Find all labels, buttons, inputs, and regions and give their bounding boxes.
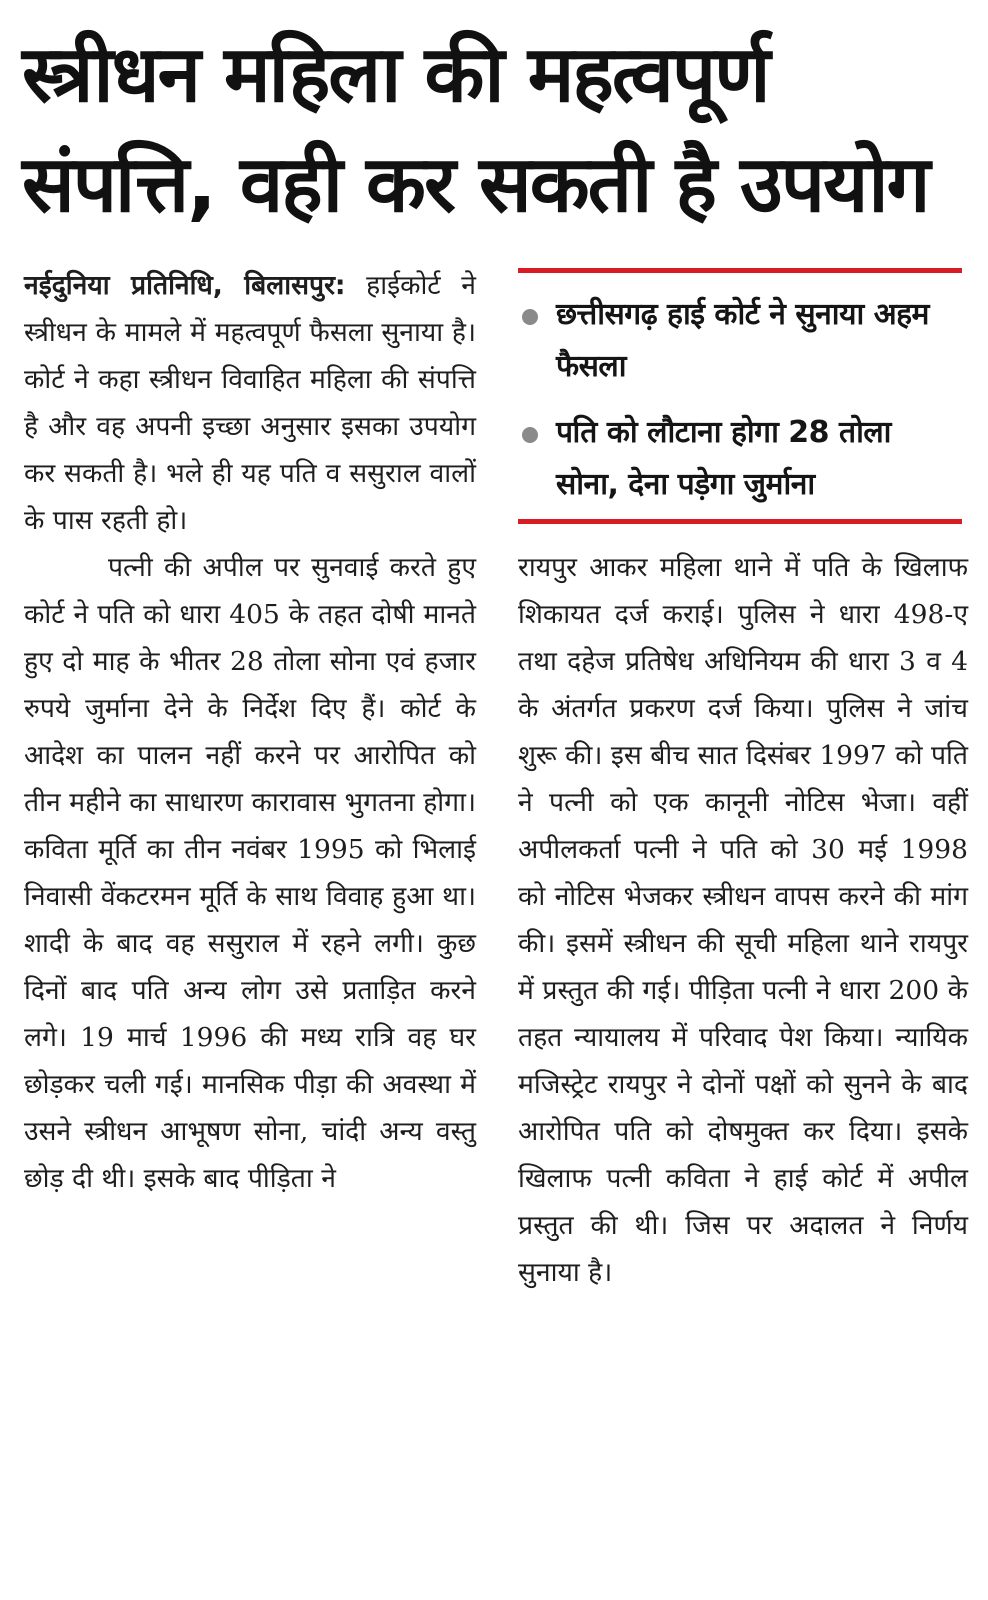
highlight-text: छत्तीसगढ़ हाई कोर्ट ने सुनाया अहम फैसला <box>556 297 929 384</box>
paragraph-2: पत्नी की अपील पर सुनवाई करते हुए कोर्ट ने पति को धारा 405 के तहत दोषी मानते हुए दो माह के भीतर 28 तोला सोना एवं हजार रुपये जुर्माना देने के निर्देश दिए हैं। कोर्ट के आदेश का पालन नहीं करने पर आरोपित को तीन महीने का साधारण कारावास भुगतना होगा। कविता मूर्ति का तीन नवंबर 1995 को भिलाई निवासी वेंकटरमन मूर्ति के साथ विवाह हुआ था। शादी के बाद वह ससुराल में रहने लगी। कुछ दिनों बाद पति अन्य लोग उसे प्रताड़ित करने लगे। 19 मार्च 1996 की मध्य रात्रि वह घर छोड़कर चली गई। मानसिक पीड़ा की अवस्था में उसने स्त्रीधन आभूषण सोना, चांदी अन्य वस्तु छोड़ दी थी। इसके बाद पीड़िता ने <box>24 552 476 1194</box>
highlight-item <box>518 407 962 511</box>
bullet-icon <box>522 427 538 443</box>
headline <box>22 20 972 240</box>
right-column <box>518 544 968 1296</box>
paragraph-3: रायपुर आकर महिला थाने में पति के खिलाफ शिकायत दर्ज कराई। पुलिस ने धारा 498-ए तथा दहेज प्रतिषेध अधिनियम की धारा 3 व 4 के अंतर्गत प्रकरण दर्ज किया। पुलिस ने जांच शुरू की। इस बीच सात दिसंबर 1997 को पति ने पत्नी को एक कानूनी नोटिस भेजा। वहीं अपीलकर्ता पत्नी ने पति को 30 मई 1998 को नोटिस भेजकर स्त्रीधन वापस करने की मांग की। इसमें स्त्रीधन की सूची महिला थाने रायपुर में प्रस्तुत की गई। पीड़िता पत्नी ने धारा 200 के तहत न्यायालय में परिवाद पेश किया। न्यायिक मजिस्ट्रेट रायपुर ने दोनों पक्षों को सुनने के बाद आरोपित पति को दोषमुक्त कर दिया। इसके खिलाफ पत्नी कविता ने हाई कोर्ट में अपील प्रस्तुत की थी। जिस पर अदालत ने निर्णय सुनाया है। <box>518 552 968 1288</box>
highlights-box <box>518 268 962 524</box>
headline-line-2: संपत्ति, वही कर सकती है उपयोग <box>22 140 929 230</box>
dateline: नईदुनिया प्रतिनिधि, बिलासपुर: <box>24 270 346 301</box>
headline-line-1: स्त्रीधन महिला की महत्वपूर्ण <box>22 30 769 120</box>
highlight-item <box>518 289 962 393</box>
paragraph-1 <box>24 262 476 544</box>
bullet-icon <box>522 309 538 325</box>
highlight-text: पति को लौटाना होगा 28 तोला सोना, देना पड़ेगा जुर्माना <box>556 415 891 502</box>
paragraph-1-text: हाईकोर्ट ने स्त्रीधन के मामले में महत्वपूर्ण फैसला सुनाया है। कोर्ट ने कहा स्त्रीधन विवाहित महिला की संपत्ति है और वह अपनी इच्छा अनुसार इसका उपयोग कर सकती है। भले ही यह पति व ससुराल वालों के पास रहती हो। <box>24 270 476 536</box>
left-column <box>24 262 476 1202</box>
